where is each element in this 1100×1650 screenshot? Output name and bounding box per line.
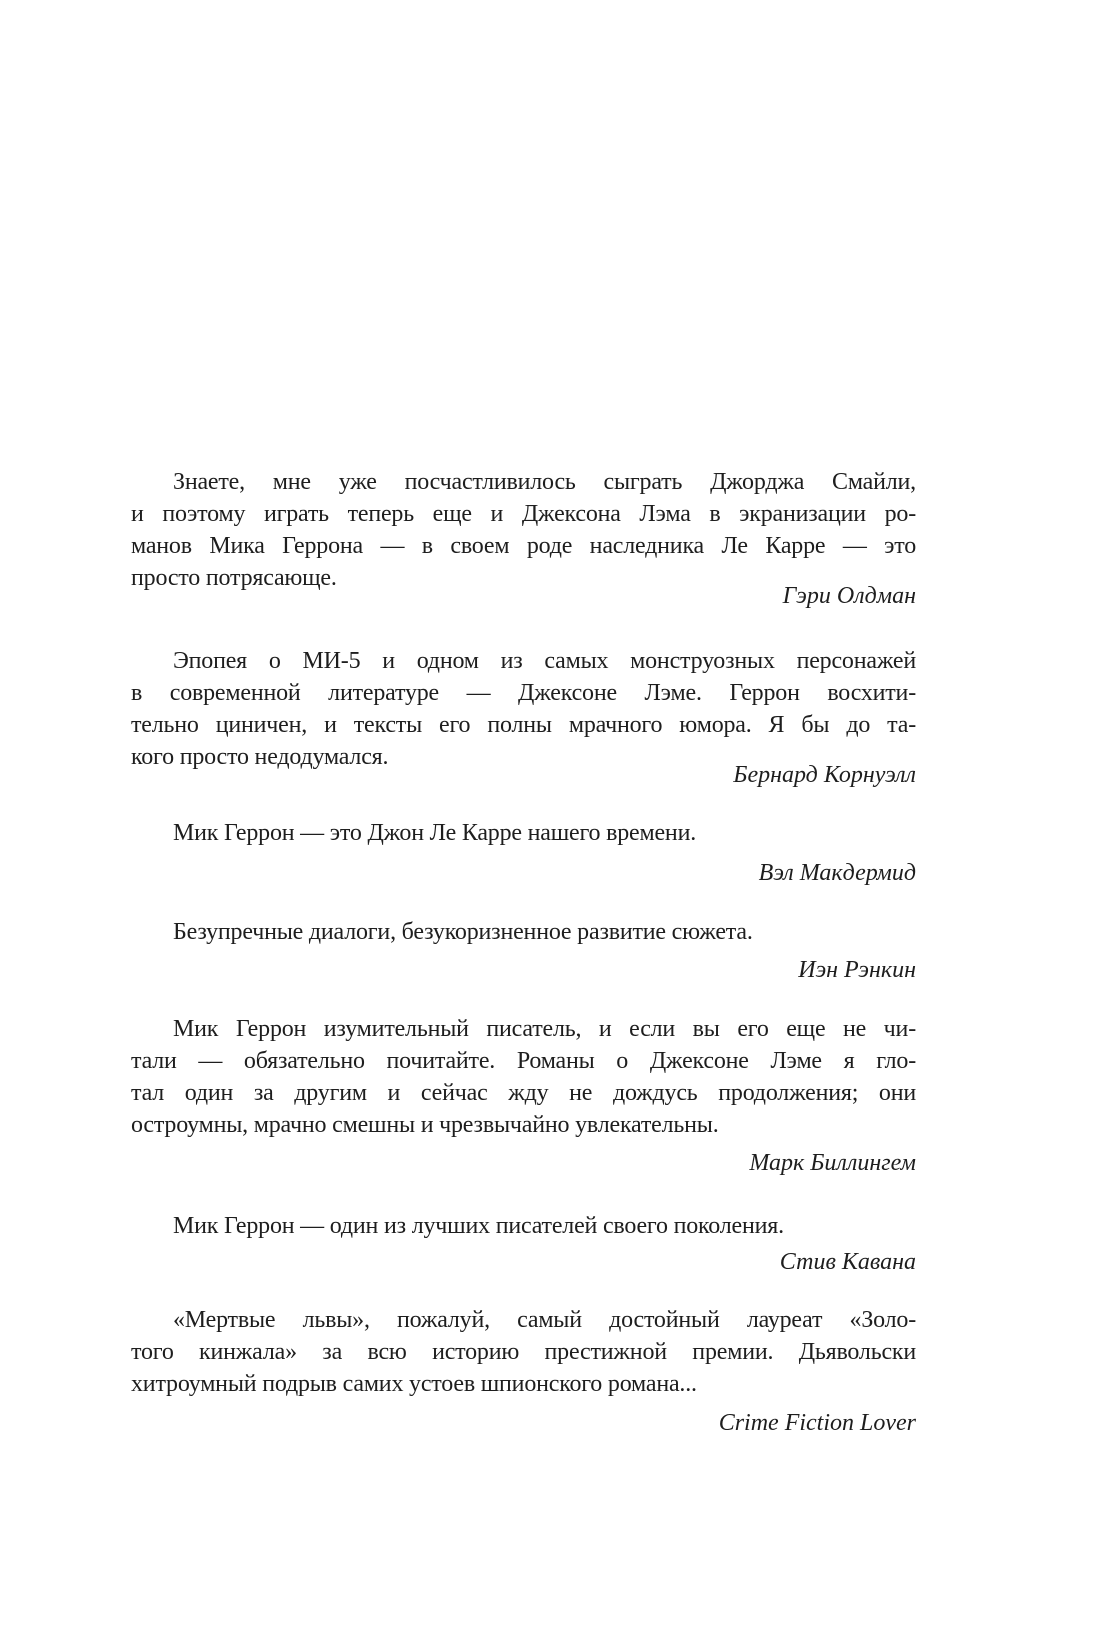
quote-block — [131, 466, 916, 612]
quote-block — [131, 1013, 916, 1179]
quote-author: Вэл Макдермид — [758, 860, 916, 886]
quote-author: Марк Биллингем — [749, 1150, 916, 1176]
quote-author: Crime Fiction Lover — [718, 1410, 916, 1436]
quote-author: Гэри Олдман — [782, 583, 916, 609]
quote-author: Иэн Рэнкин — [798, 957, 916, 983]
quote-line: остроумны, мрачно смешны и чрезвычайно увлекательны. — [131, 1112, 719, 1138]
quote-block — [131, 645, 916, 791]
quote-line: Эпопея о МИ-5 и одном из самых монструозных персонажей — [173, 648, 916, 674]
quote-line: просто потрясающе. — [131, 565, 337, 591]
quote-line: кого просто недодумался. — [131, 744, 389, 770]
quote-author: Бернард Корнуэлл — [733, 762, 916, 788]
quote-line: Знаете, мне уже посчастливилось сыграть Джорджа Смайли, — [173, 469, 916, 495]
quote-line: тал один за другим и сейчас жду не дождусь продолжения; они — [131, 1080, 916, 1106]
quote-line: в современной литературе — Джексоне Лэме. Геррон восхити- — [131, 680, 916, 706]
quote-author: Стив Кавана — [779, 1249, 916, 1275]
quote-line: манов Мика Геррона — в своем роде наследника Ле Карре — это — [131, 533, 916, 559]
quote-block — [131, 916, 916, 986]
quote-line: тельно циничен, и тексты его полны мрачного юмора. Я бы до та- — [131, 712, 916, 738]
quote-line: «Мертвые львы», пожалуй, самый достойный лауреат «Золо- — [173, 1307, 916, 1333]
quote-line: и поэтому играть теперь еще и Джексона Лэма в экранизации ро- — [131, 501, 916, 527]
quote-line: Мик Геррон — это Джон Ле Карре нашего времени. — [173, 820, 697, 846]
quote-line: Безупречные диалоги, безукоризненное развитие сюжета. — [173, 919, 753, 945]
quote-block — [131, 1304, 916, 1439]
quote-block — [131, 1210, 916, 1278]
quote-line: хитроумный подрыв самих устоев шпионского романа... — [131, 1371, 697, 1397]
quote-line: Мик Геррон — один из лучших писателей своего поколения. — [173, 1213, 784, 1239]
quote-line: Мик Геррон изумительный писатель, и если вы его еще не чи- — [173, 1016, 916, 1042]
quote-line: того кинжала» за всю историю престижной премии. Дьявольски — [131, 1339, 916, 1365]
quote-block — [131, 817, 916, 889]
quote-line: тали — обязательно почитайте. Романы о Джексоне Лэме я гло- — [131, 1048, 916, 1074]
